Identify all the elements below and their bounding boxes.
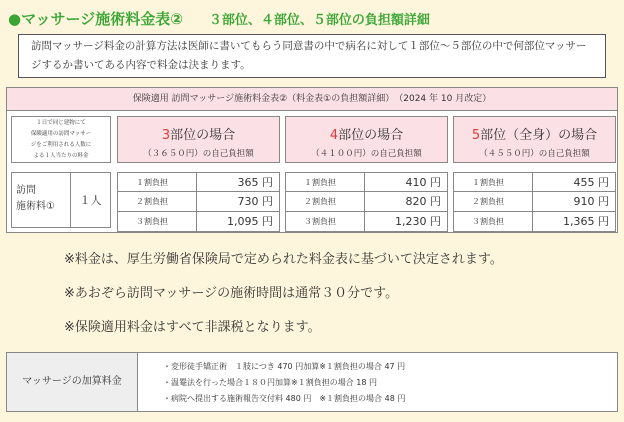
table-row: [117, 172, 280, 192]
note-line: ※あおぞら訪問マッサージの施術時間は通常３０分です。: [64, 286, 399, 301]
fee-table: [6, 87, 618, 233]
burden-value: 1,365 円: [563, 215, 609, 228]
burden-label: １割負担: [454, 173, 533, 191]
block-num: 3: [161, 128, 171, 143]
block-title: 部位の場合: [338, 128, 404, 143]
block-sub: （３６５０円）の自己負担額: [143, 149, 254, 159]
block-num: 5: [471, 128, 481, 143]
table-row: [285, 192, 448, 212]
block-4-parts: [285, 116, 448, 232]
table-row: [117, 192, 280, 212]
table-row: [453, 172, 616, 192]
block-3-parts: [117, 116, 280, 232]
burden-label: ２割負担: [118, 192, 197, 211]
burden-label: １割負担: [286, 173, 365, 191]
burden-label: ３割負担: [454, 212, 533, 231]
fee-table-header: 保険適用 訪問マッサージ施術料金表②（料金表①の負担額詳細） （2024 年 10 月改定）: [7, 88, 617, 111]
burden-value: 455 円: [573, 176, 609, 189]
list-item: ・温罨法を行った場合１８０円加算※１割負担の場合 18 円: [163, 378, 377, 387]
table-row: [285, 172, 448, 192]
page-title: [8, 8, 430, 29]
table-row: [453, 192, 616, 212]
burden-value: 820 円: [405, 195, 441, 208]
block-5-parts: [453, 116, 616, 232]
burden-value: 410 円: [405, 176, 441, 189]
burden-value: 365 円: [237, 176, 273, 189]
block-num: 4: [329, 128, 339, 143]
burden-label: １割負担: [118, 173, 197, 191]
block-title: 部位の場合: [170, 128, 236, 143]
block-header: [285, 116, 448, 163]
block-header: [117, 116, 280, 163]
burden-value: 1,230 円: [395, 215, 441, 228]
block-sub: （４１００円）の自己負担額: [311, 149, 422, 159]
addon-fee-label: マッサージの加算料金: [7, 353, 138, 411]
list-item: ・変形徒手矯正術 １肢につき 470 円加算※１割負担の場合 47 円: [163, 362, 406, 371]
burden-value: 910 円: [573, 195, 609, 208]
list-item: ・病院へ提出する施術報告交付料 480 円 ※１割負担の場合 48 円: [163, 394, 406, 403]
note-line: ※保険適用料金はすべて非課税となります。: [64, 320, 321, 335]
burden-label: ２割負担: [454, 192, 533, 211]
title-subtitle: ３部位、４部位、５部位の負担額詳細: [208, 13, 430, 28]
burden-label: ３割負担: [286, 212, 365, 231]
table-row: [453, 212, 616, 232]
addon-fee-box: [6, 352, 618, 412]
per-person-note: １日で同じ建物にて 保険適用の訪問マッサー ジをご利用される人数に よる１人当たりの料金: [11, 116, 111, 163]
intro-box: 訪問マッサージ料金の計算方法は医師に書いてもらう同意書の中で病名に対して１部位〜５部位の中で何部位マッサージするか書いてある内容で料金は決まります。: [18, 34, 606, 78]
burden-label: ２割負担: [286, 192, 365, 211]
people-count-label: １人: [71, 172, 111, 228]
note-line: ※料金は、厚生労働省保険局で定められた料金表に基づいて決定されます。: [64, 252, 503, 267]
block-title: 部位（全身）の場合: [480, 128, 598, 143]
block-sub: （４５５０円）の自己負担額: [479, 149, 590, 159]
block-header: [453, 116, 616, 163]
addon-fee-list: [163, 359, 405, 407]
burden-value: 730 円: [237, 195, 273, 208]
table-row: [285, 212, 448, 232]
table-row: [117, 212, 280, 232]
visit-fee-label: 訪問 施術料①: [11, 172, 71, 228]
burden-value: 1,095 円: [227, 215, 273, 228]
burden-label: ３割負担: [118, 212, 197, 231]
title-main: ●マッサージ施術料金表②: [8, 10, 183, 28]
